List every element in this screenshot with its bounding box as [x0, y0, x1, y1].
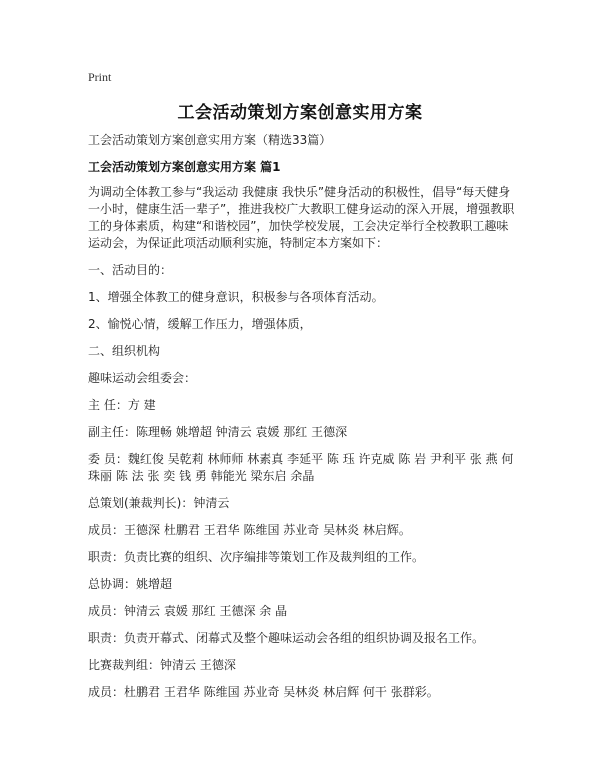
paragraph-purpose-2: 2、愉悦心情，缓解工作压力，增强体质， [88, 317, 312, 331]
document-body [88, 132, 518, 711]
paragraph-coordinator-duties: 职责：负责开幕式、闭幕式及整个趣味运动会各组的组织协调及报名工作。 [88, 631, 485, 645]
paragraph-vice-director: 副主任：陈理畅 姚增超 钟清云 袁媛 那红 王德深 [88, 425, 348, 439]
paragraph-planner-duties: 职责：负责比赛的组织、次序编排等策划工作及裁判组的工作。 [88, 550, 425, 564]
paragraph-purpose-1: 1、增强全体教工的健身意识，积极参与各项体育活动。 [88, 290, 384, 304]
paragraph-planner-members: 成员：王德深 杜鹏君 王君华 陈维国 苏业奇 吴林炎 林启辉。 [88, 523, 411, 537]
document-subtitle: 工会活动策划方案创意实用方案（精选33篇） [88, 133, 332, 147]
paragraph-referee-members: 成员：杜鹏君 王君华 陈维国 苏业奇 吴林炎 林启辉 何干 张群彩。 [88, 685, 439, 699]
paragraph-chief-planner: 总策划(兼裁判长)：钟清云 [88, 496, 230, 510]
print-label: Print [88, 70, 112, 84]
paragraph-activity-purpose: 一、活动目的： [88, 263, 173, 277]
paragraph-committee: 趣味运动会组委会： [88, 371, 197, 385]
section-heading: 工会活动策划方案创意实用方案 篇1 [88, 160, 281, 174]
paragraph-coordinator: 总协调：姚增超 [88, 577, 173, 591]
paragraph-referee-group: 比赛裁判组：钟清云 王德深 [88, 658, 236, 672]
paragraph-coordinator-members: 成员：钟清云 袁媛 那红 王德深 余 晶 [88, 604, 288, 618]
document-title: 工会活动策划方案创意实用方案 [177, 103, 423, 123]
intro-paragraph: 为调动全体教工参与“我运动 我健康 我快乐”健身活动的积极性，倡导“每天健身一小时，健康生活一辈子”，推进我校广大教职工健身运动的深入开展，增强教职工的身体素质，构建“和谐校园”，加快学校发展，工会决定举行全校教职工趣味运动会，为保证此项活动顺利实施，特制定本方案如下： [88, 185, 515, 250]
paragraph-members: 委 员：魏红俊 吴乾莉 林师师 林素真 李延平 陈 珏 许克威 陈 岩 尹利平 张 燕 何珠丽 陈 法 张 奕 钱 勇 韩能光 梁东启 余晶 [88, 452, 514, 483]
paragraph-organization: 二、组织机构 [88, 344, 161, 358]
paragraph-director: 主 任：方 建 [88, 398, 156, 412]
